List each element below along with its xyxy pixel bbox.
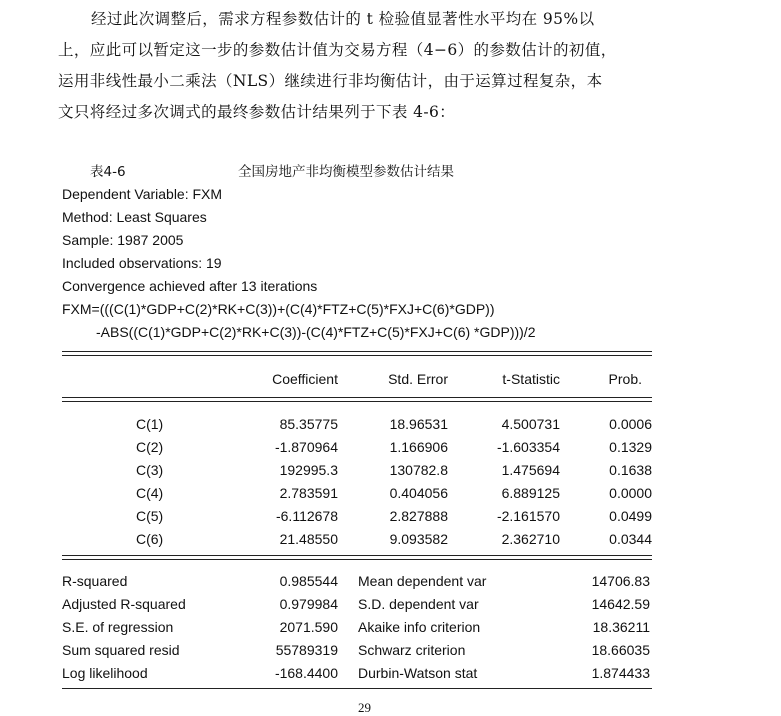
row-coefficient: -6.112678 — [275, 508, 338, 524]
table-mid-rule — [62, 555, 652, 560]
row-std-error: 0.404056 — [389, 485, 448, 501]
row-prob: 0.1638 — [609, 462, 652, 478]
col-header-t-statistic: t-Statistic — [502, 371, 560, 387]
row-label: C(5) — [136, 508, 164, 524]
stat-value: 1.874433 — [591, 665, 650, 681]
row-prob: 0.0006 — [609, 416, 652, 432]
body-paragraph — [58, 4, 698, 128]
row-coefficient: 2.783591 — [279, 485, 338, 501]
table-label: 表4-6 — [90, 164, 126, 180]
stat-value: -168.4400 — [274, 665, 338, 681]
stat-label: Sum squared resid — [62, 642, 180, 658]
stat-label: R-squared — [62, 573, 128, 589]
row-prob: 0.0499 — [609, 508, 652, 524]
row-t-statistic: 2.362710 — [501, 531, 560, 547]
row-prob: 0.0344 — [609, 531, 652, 547]
paragraph-line: 上，应此可以暂定这一步的参数估计值为交易方程（4−6）的参数估计的初值， — [58, 41, 617, 59]
row-std-error: 1.166906 — [389, 439, 448, 455]
table-top-rule — [62, 351, 652, 356]
row-label: C(3) — [136, 462, 164, 478]
page-number: 29 — [358, 700, 371, 715]
row-std-error: 2.827888 — [389, 508, 448, 524]
stat-label: Schwarz criterion — [358, 642, 466, 658]
row-label: C(2) — [136, 439, 164, 455]
equation-line-1: FXM=(((C(1)*GDP+C(2)*RK+C(3))+(C(4)*FTZ+C(5)*FXJ+C(6)*GDP)) — [62, 301, 495, 317]
paragraph-line: 运用非线性最小二乘法（NLS）继续进行非均衡估计，由于运算过程复杂，本 — [58, 72, 603, 90]
paragraph-line: 经过此次调整后，需求方程参数估计的 t 检验值显著性水平均在 95%以 — [91, 10, 595, 28]
stat-value: 14642.59 — [591, 596, 650, 612]
row-coefficient: 192995.3 — [279, 462, 338, 478]
col-header-std-error: Std. Error — [388, 371, 448, 387]
row-std-error: 9.093582 — [389, 531, 448, 547]
row-t-statistic: -2.161570 — [496, 508, 560, 524]
row-std-error: 130782.8 — [389, 462, 448, 478]
row-std-error: 18.96531 — [389, 416, 448, 432]
row-label: C(4) — [136, 485, 164, 501]
table-header-rule — [62, 397, 652, 402]
sample: Sample: 1987 2005 — [62, 232, 184, 248]
convergence-note: Convergence achieved after 13 iterations — [62, 278, 318, 294]
included-observations: Included observations: 19 — [62, 255, 222, 271]
row-t-statistic: -1.603354 — [496, 439, 560, 455]
row-prob: 0.1329 — [609, 439, 652, 455]
row-label: C(6) — [136, 531, 164, 547]
col-header-coefficient: Coefficient — [272, 371, 338, 387]
stat-value: 18.66035 — [591, 642, 650, 658]
row-coefficient: -1.870964 — [274, 439, 338, 455]
row-coefficient: 85.35775 — [279, 416, 338, 432]
stat-value: 55789319 — [275, 642, 338, 658]
stat-label: Adjusted R-squared — [62, 596, 186, 612]
paragraph-line: 文只将经过多次调式的最终参数估计结果列于下表 4-6： — [58, 103, 456, 121]
table-bottom-rule — [62, 688, 652, 689]
row-t-statistic: 6.889125 — [501, 485, 560, 501]
row-prob: 0.0000 — [609, 485, 652, 501]
stat-label: Akaike info criterion — [358, 619, 481, 635]
stat-label: S.D. dependent var — [358, 596, 479, 612]
stat-value: 2071.590 — [279, 619, 338, 635]
table-title: 全国房地产非均衡模型参数估计结果 — [238, 164, 454, 180]
method: Method: Least Squares — [62, 209, 207, 225]
equation-line-2: -ABS((C(1)*GDP+C(2)*RK+C(3))-(C(4)*FTZ+C(5)*FXJ+C(6) *GDP)))/2 — [96, 324, 536, 340]
stat-label: Mean dependent var — [358, 573, 487, 589]
dependent-variable: Dependent Variable: FXM — [62, 186, 223, 202]
stat-label: Log likelihood — [62, 665, 148, 681]
row-t-statistic: 4.500731 — [501, 416, 560, 432]
col-header-prob: Prob. — [608, 371, 642, 387]
stat-label: Durbin-Watson stat — [358, 665, 478, 681]
row-label: C(1) — [136, 416, 164, 432]
stat-value: 0.979984 — [279, 596, 338, 612]
stat-value: 14706.83 — [591, 573, 650, 589]
stat-value: 18.36211 — [592, 619, 650, 635]
stat-value: 0.985544 — [279, 573, 338, 589]
row-t-statistic: 1.475694 — [501, 462, 560, 478]
stat-label: S.E. of regression — [62, 619, 174, 635]
row-coefficient: 21.48550 — [279, 531, 338, 547]
